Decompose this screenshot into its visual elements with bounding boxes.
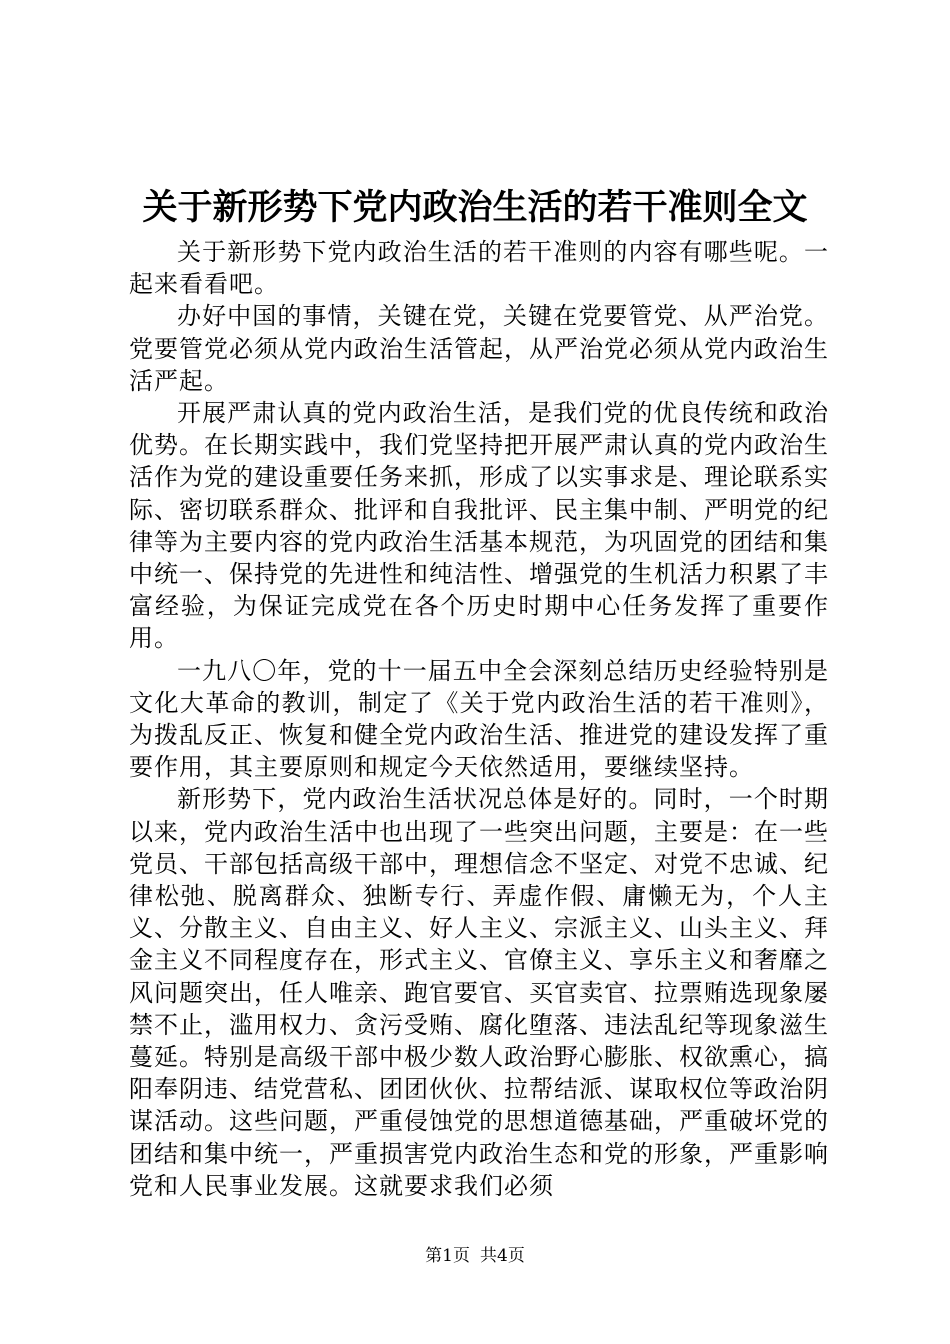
page-total: 共4页: [480, 1246, 525, 1266]
paragraph-new-situation: 新形势下，党内政治生活状况总体是好的。同时，一个时期以来，党内政治生活中也出现了一些突出问题，主要是：在一些党员、干部包括高级干部中，理想信念不坚定、对党不忠诚、纪律松弛、脱离群众、独断专行、弄虚作假、庸懒无为，个人主义、分散主义、自由主义、好人主义、宗派主义、山头主义、拜金主义不同程度存在，形式主义、官僚主义、享乐主义和奢靡之风问题突出，任人唯亲、跑官要官、买官卖官、拉票贿选现象屡禁不止，滥用权力、贪污受贿、腐化堕落、违法乱纪等现象滋生蔓延。特别是高级干部中极少数人政治野心膨胀、权欲熏心，搞阳奉阴违、结党营私、团团伙伙、拉帮结派、谋取权位等政治阴谋活动。这些问题，严重侵蚀党的思想道德基础，严重破坏党的团结和集中统一，严重损害党内政治生态和党的形象，严重影响党和人民事业发展。这就要求我们必须: [129, 785, 829, 1200]
page-number: 第1页: [425, 1246, 470, 1266]
paragraph-tradition: 开展严肃认真的党内政治生活，是我们党的优良传统和政治优势。在长期实践中，我们党坚持把开展严肃认真的党内政治生活作为党的建设重要任务来抓，形成了以实事求是、理论联系实际、密切联系群众、批评和自我批评、民主集中制、严明党的纪律等为主要内容的党内政治生活基本规范，为巩固党的团结和集中统一、保持党的先进性和纯洁性、增强党的生机活力积累了丰富经验，为保证完成党在各个历史时期中心任务发挥了重要作用。: [129, 399, 829, 653]
paragraph-strict-governance: 办好中国的事情，关键在党，关键在党要管党、从严治党。党要管党必须从党内政治生活管起，从严治党必须从党内政治生活严起。: [129, 302, 829, 395]
paragraph-1980-guidelines: 一九八〇年，党的十一届五中全会深刻总结历史经验特别是文化大革命的教训，制定了《关于党内政治生活的若干准则》，为拨乱反正、恢复和健全党内政治生活、推进党的建设发挥了重要作用，其主要原则和规定今天依然适用，要继续坚持。: [129, 656, 829, 782]
document-body: [129, 236, 829, 1202]
document-title: 关于新形势下党内政治生活的若干准则全文: [142, 187, 808, 228]
paragraph-intro: 关于新形势下党内政治生活的若干准则的内容有哪些呢。一起来看看吧。: [129, 238, 829, 299]
page-footer: [0, 1244, 950, 1268]
